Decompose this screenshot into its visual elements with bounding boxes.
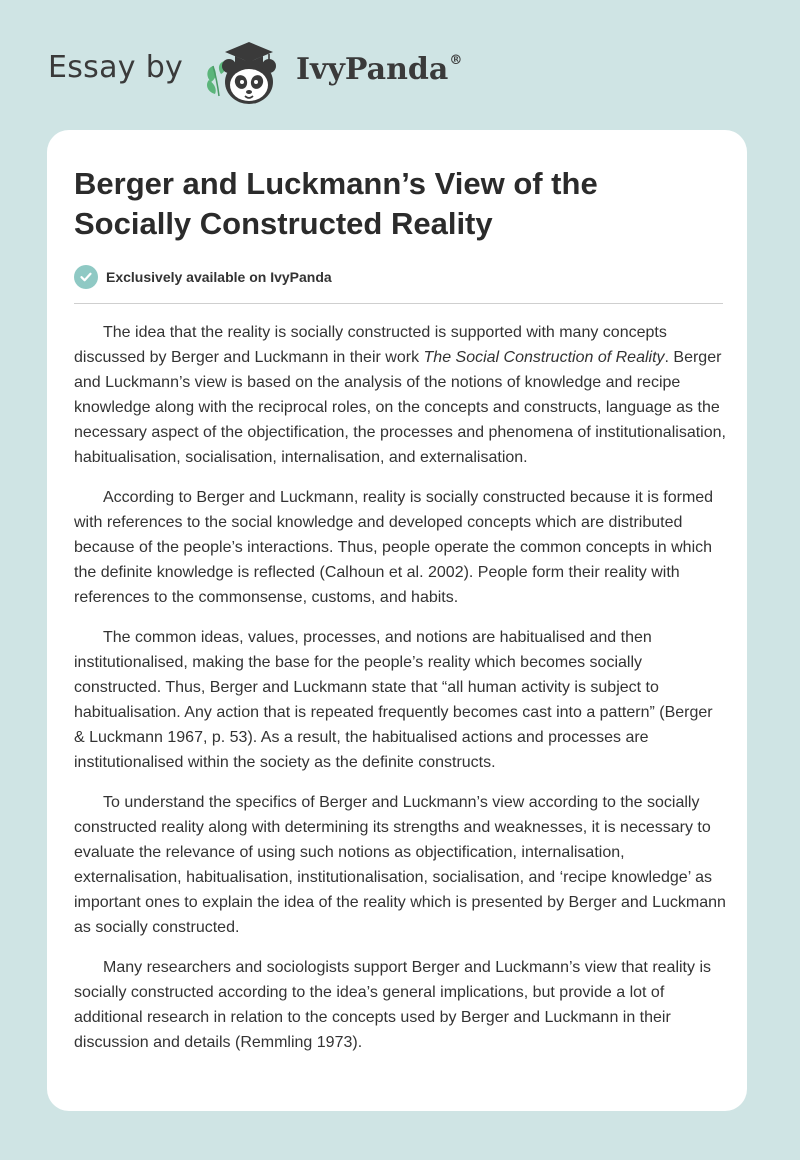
panda-graduation-cap-icon[interactable] (203, 30, 293, 110)
brand-name[interactable]: IvyPanda® (296, 52, 463, 87)
paragraph: The idea that the reality is socially constructed is supported with many concepts discussed by Berger and Luckmann in their work The Social Construction of Reality. Berger and Luckmann’s view is based on the analysis of the notions of knowledge and recipe knowledge along with the reciprocal roles, on the concepts and constructs, language as the necessary aspect of the objectification, the processes and phenomena of institutionalisation, habitualisation, socialisation, internalisation, and externalisation. (74, 324, 726, 466)
registered-mark: ® (449, 53, 463, 68)
paragraph: The common ideas, values, processes, and notions are habitualised and then institutionalised, making the base for the people’s reality which becomes socially constructed. Thus, Berger and Luckmann state that “all human activity is subject to habitualisation. Any action that is repeated frequently becomes cast into a pattern” (Berger & Luckmann 1967, p. 53). As a result, the habitualised actions and processes are institutionalised within the society as the definite constructs. (74, 629, 713, 771)
book-title: The Social Construction of Reality (423, 349, 665, 366)
site-header (48, 30, 488, 110)
essay-by-label: Essay by (48, 50, 184, 85)
page-title: Berger and Luckmann’s View of the Socially Constructed Reality (74, 166, 598, 241)
divider (74, 303, 723, 304)
essay-body (74, 320, 726, 1070)
paragraph: To understand the specifics of Berger and Luckmann’s view according to the socially constructed reality along with determining its strengths and weaknesses, it is necessary to evaluate the relevance of using such notions as objectification, internalisation, externalisation, habitualisation, institutionalisation, socialisation, and ‘recipe knowledge’ as important ones to explain the idea of the reality which is presented by Berger and Luckmann as socially constructed. (74, 794, 726, 936)
check-icon (74, 265, 98, 289)
paragraph: According to Berger and Luckmann, reality is socially constructed because it is formed with references to the social knowledge and developed concepts which are distributed because of the people’s interactions. Thus, people operate the common concepts in which the definite knowledge is reflected (Calhoun et al. 2002). People form their reality with references to the commonsense, customs, and habits. (74, 489, 714, 606)
essay-card (47, 130, 747, 1111)
exclusive-badge (74, 264, 332, 290)
exclusive-label: Exclusively available on IvyPanda (106, 269, 332, 285)
paragraph: Many researchers and sociologists support Berger and Luckmann’s view that reality is socially constructed according to the idea’s general implications, but provide a lot of additional research in relation to the concepts used by Berger and Luckmann in their discussion and details (Remmling 1973). (74, 959, 711, 1051)
